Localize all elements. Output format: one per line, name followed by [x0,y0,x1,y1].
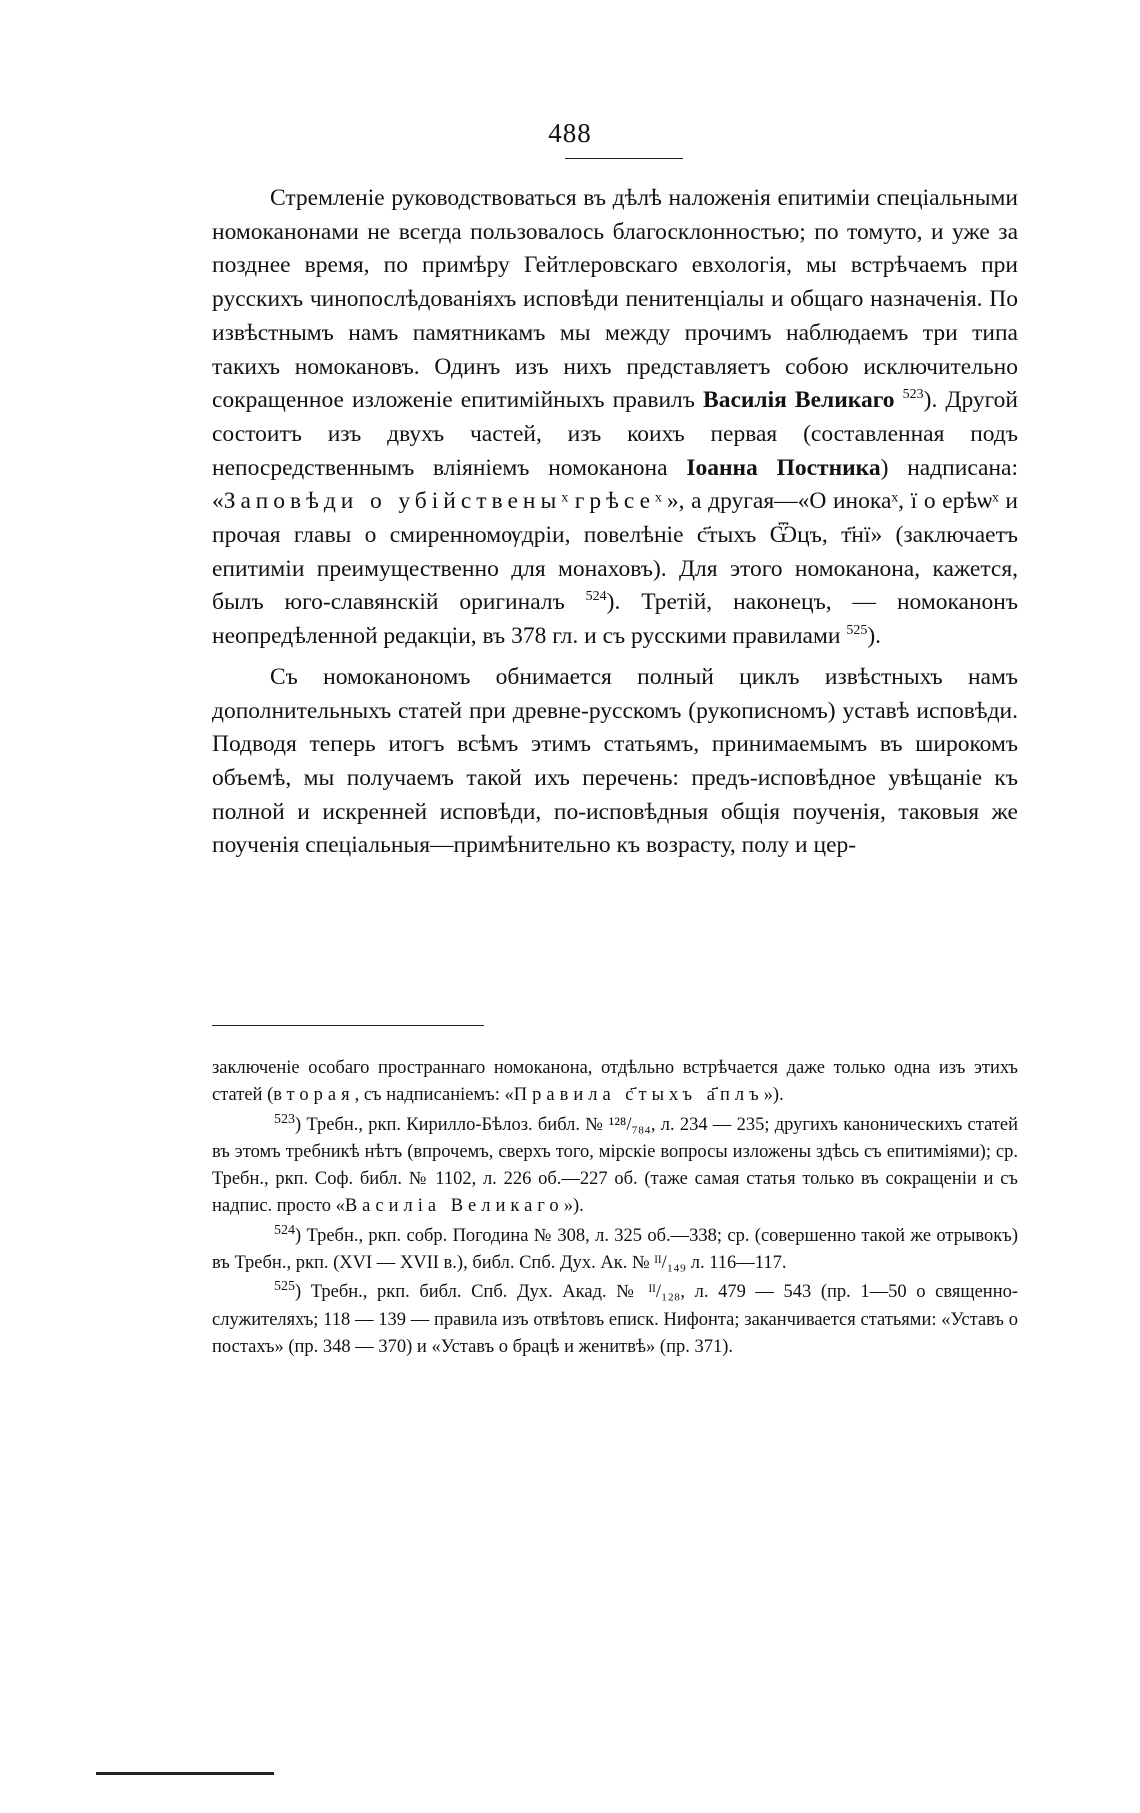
footnote-524 [212,1223,1018,1278]
paragraph-1 [212,182,1018,654]
spaced-text: вторая [273,1085,355,1106]
text-run: », а другая—«О инокаˣ, ї о ерѣѡˣ и прочая главы о смиренномѹдріи, повелѣніе с҃тыхъ Ѿцъ, т҃нї» (заключаетъ епитиміи преимущественно для монаховъ). Для этого номоканона, кажется, былъ юго-славянскій оригиналъ [212,488,1018,616]
spaced-text: грѣсеˣ [574,488,667,515]
text-run: ) Требн., ркп. библ. Спб. Дух. Акад. № [295,1282,639,1303]
shelfmark-fraction: ᴵᴵ/₁₂₈ [648,1282,681,1303]
spaced-text: Правила с҃тыхъ а҃плъ [513,1085,764,1106]
paragraph-2 [212,661,1018,863]
footnote-mark: 525 [274,1279,295,1295]
text-run: Стремленіе руководствоваться въ дѣлѣ наложенія епитиміи спеціальными номоканонами не всегда пользовалось благосклонностью; по томуто, и уже за позднее время, по примѣру Гейтлеровскаго евхологія, мы встрѣчаемъ при русскихъ чинопослѣдованіяхъ исповѣди пенитенціалы и общаго назначенія. По извѣстнымъ намъ памятникамъ мы между прочимъ наблюдаемъ три типа такихъ номокановъ. Одинъ изъ нихъ представляетъ собою исключительно сокращенное изложеніе епитимійныхъ правилъ [212,185,1018,414]
text-run: ) надписана: « [212,454,1018,515]
footnote-523 [212,1112,1018,1221]
page-number: 488 [548,118,592,148]
spaced-text: Заповѣди о убійствены [223,488,562,515]
bold-name: Василія Великаго [703,387,895,414]
main-text [212,182,1018,870]
text-run: , л. 234 — 235; другихъ каноническихъ статей въ этомъ требникѣ нѣтъ (впрочемъ, сверхъ того, мірскіе вопросы изложены здѣсь съ епитиміями); ср. Требн., ркп. Соф. библ. № 1102, л. 226 об.—227 об. (таже самая статья только въ сокращеніи и съ надпис. просто « [212,1114,1018,1217]
bold-name: Іоанна Постника [686,454,881,481]
footnote-ref: 525 [846,623,868,639]
footnote-mark: 524 [274,1222,295,1238]
footnote-525 [212,1279,1018,1361]
text-run: заключеніе особаго пространнаго номоканона, отдѣльно встрѣчается даже только одна изъ этихъ статей ( [212,1058,1018,1106]
shelfmark-fraction: ¹²⁸/₇₈₄ [608,1114,651,1135]
footnote-mark: 523 [274,1111,295,1127]
footnote-ref: 524 [585,589,607,605]
text-run: , л. 479 — 543 (пр. 1—50 о священно-служителяхъ; 118 — 139 — правила изъ отвѣтовъ еписк. Нифонта; заканчивается статьями: «Уставъ о постахъ» (пр. 348 — 370) и «Уставъ о брацѣ и женитвѣ» (пр. 371). [212,1282,1019,1357]
spaced-text: Василіа Великаго [344,1196,564,1217]
footnotes [212,1055,1018,1363]
footnote-separator [212,1025,484,1026]
page-number-underline [565,158,683,159]
text-run: ) Требн., ркп. Кирилло-Бѣлоз. библ. № [295,1114,604,1135]
text-run: ). Другой состоитъ изъ двухъ частей, изъ коихъ первая (составленная подъ непосредственнымъ вліяніемъ номоканона [212,387,1019,481]
footnote-continuation [212,1055,1018,1110]
text-run: ) Требн., ркп. собр. Погодина № 308, л. 325 об.—338; ср. (совершенно такой же отрывокъ) въ Требн., ркп. (XVI — XVII в.), библ. Спб. Дух. Ак. № [212,1225,1018,1274]
scan-edge-mark [96,1772,274,1775]
text-run: л. 116—117. [686,1253,787,1274]
text-run: , съ надписаніемъ: « [354,1085,514,1106]
footnote-ref: 523 [902,387,924,403]
text-run: ). [867,623,882,650]
text-run: »). [763,1085,784,1106]
text-run: Съ номоканономъ обнимается полный циклъ извѣстныхъ намъ дополнительныхъ статей при древне-русскомъ (рукописномъ) уставѣ исповѣди. Подводя теперь итогъ всѣмъ этимъ статьямъ, принимаемымъ въ широкомъ объемѣ, мы получаемъ такой ихъ перечень: предъ-исповѣдное увѣщаніе къ полной и искренней исповѣди, по-исповѣдныя общія поученія, таковыя же поученія спеціальныя—примѣнительно къ возрасту, полу и цер- [212,663,1018,859]
text-run: ). Третій, наконецъ, — номоканонъ неопредѣленной редакціи, въ 378 гл. и съ русскими правилами [212,589,1019,650]
text-run: »). [563,1196,584,1217]
text-run: ˣ [561,488,569,515]
shelfmark-fraction: ᴵᴵ/₁₄₉ [654,1253,687,1274]
